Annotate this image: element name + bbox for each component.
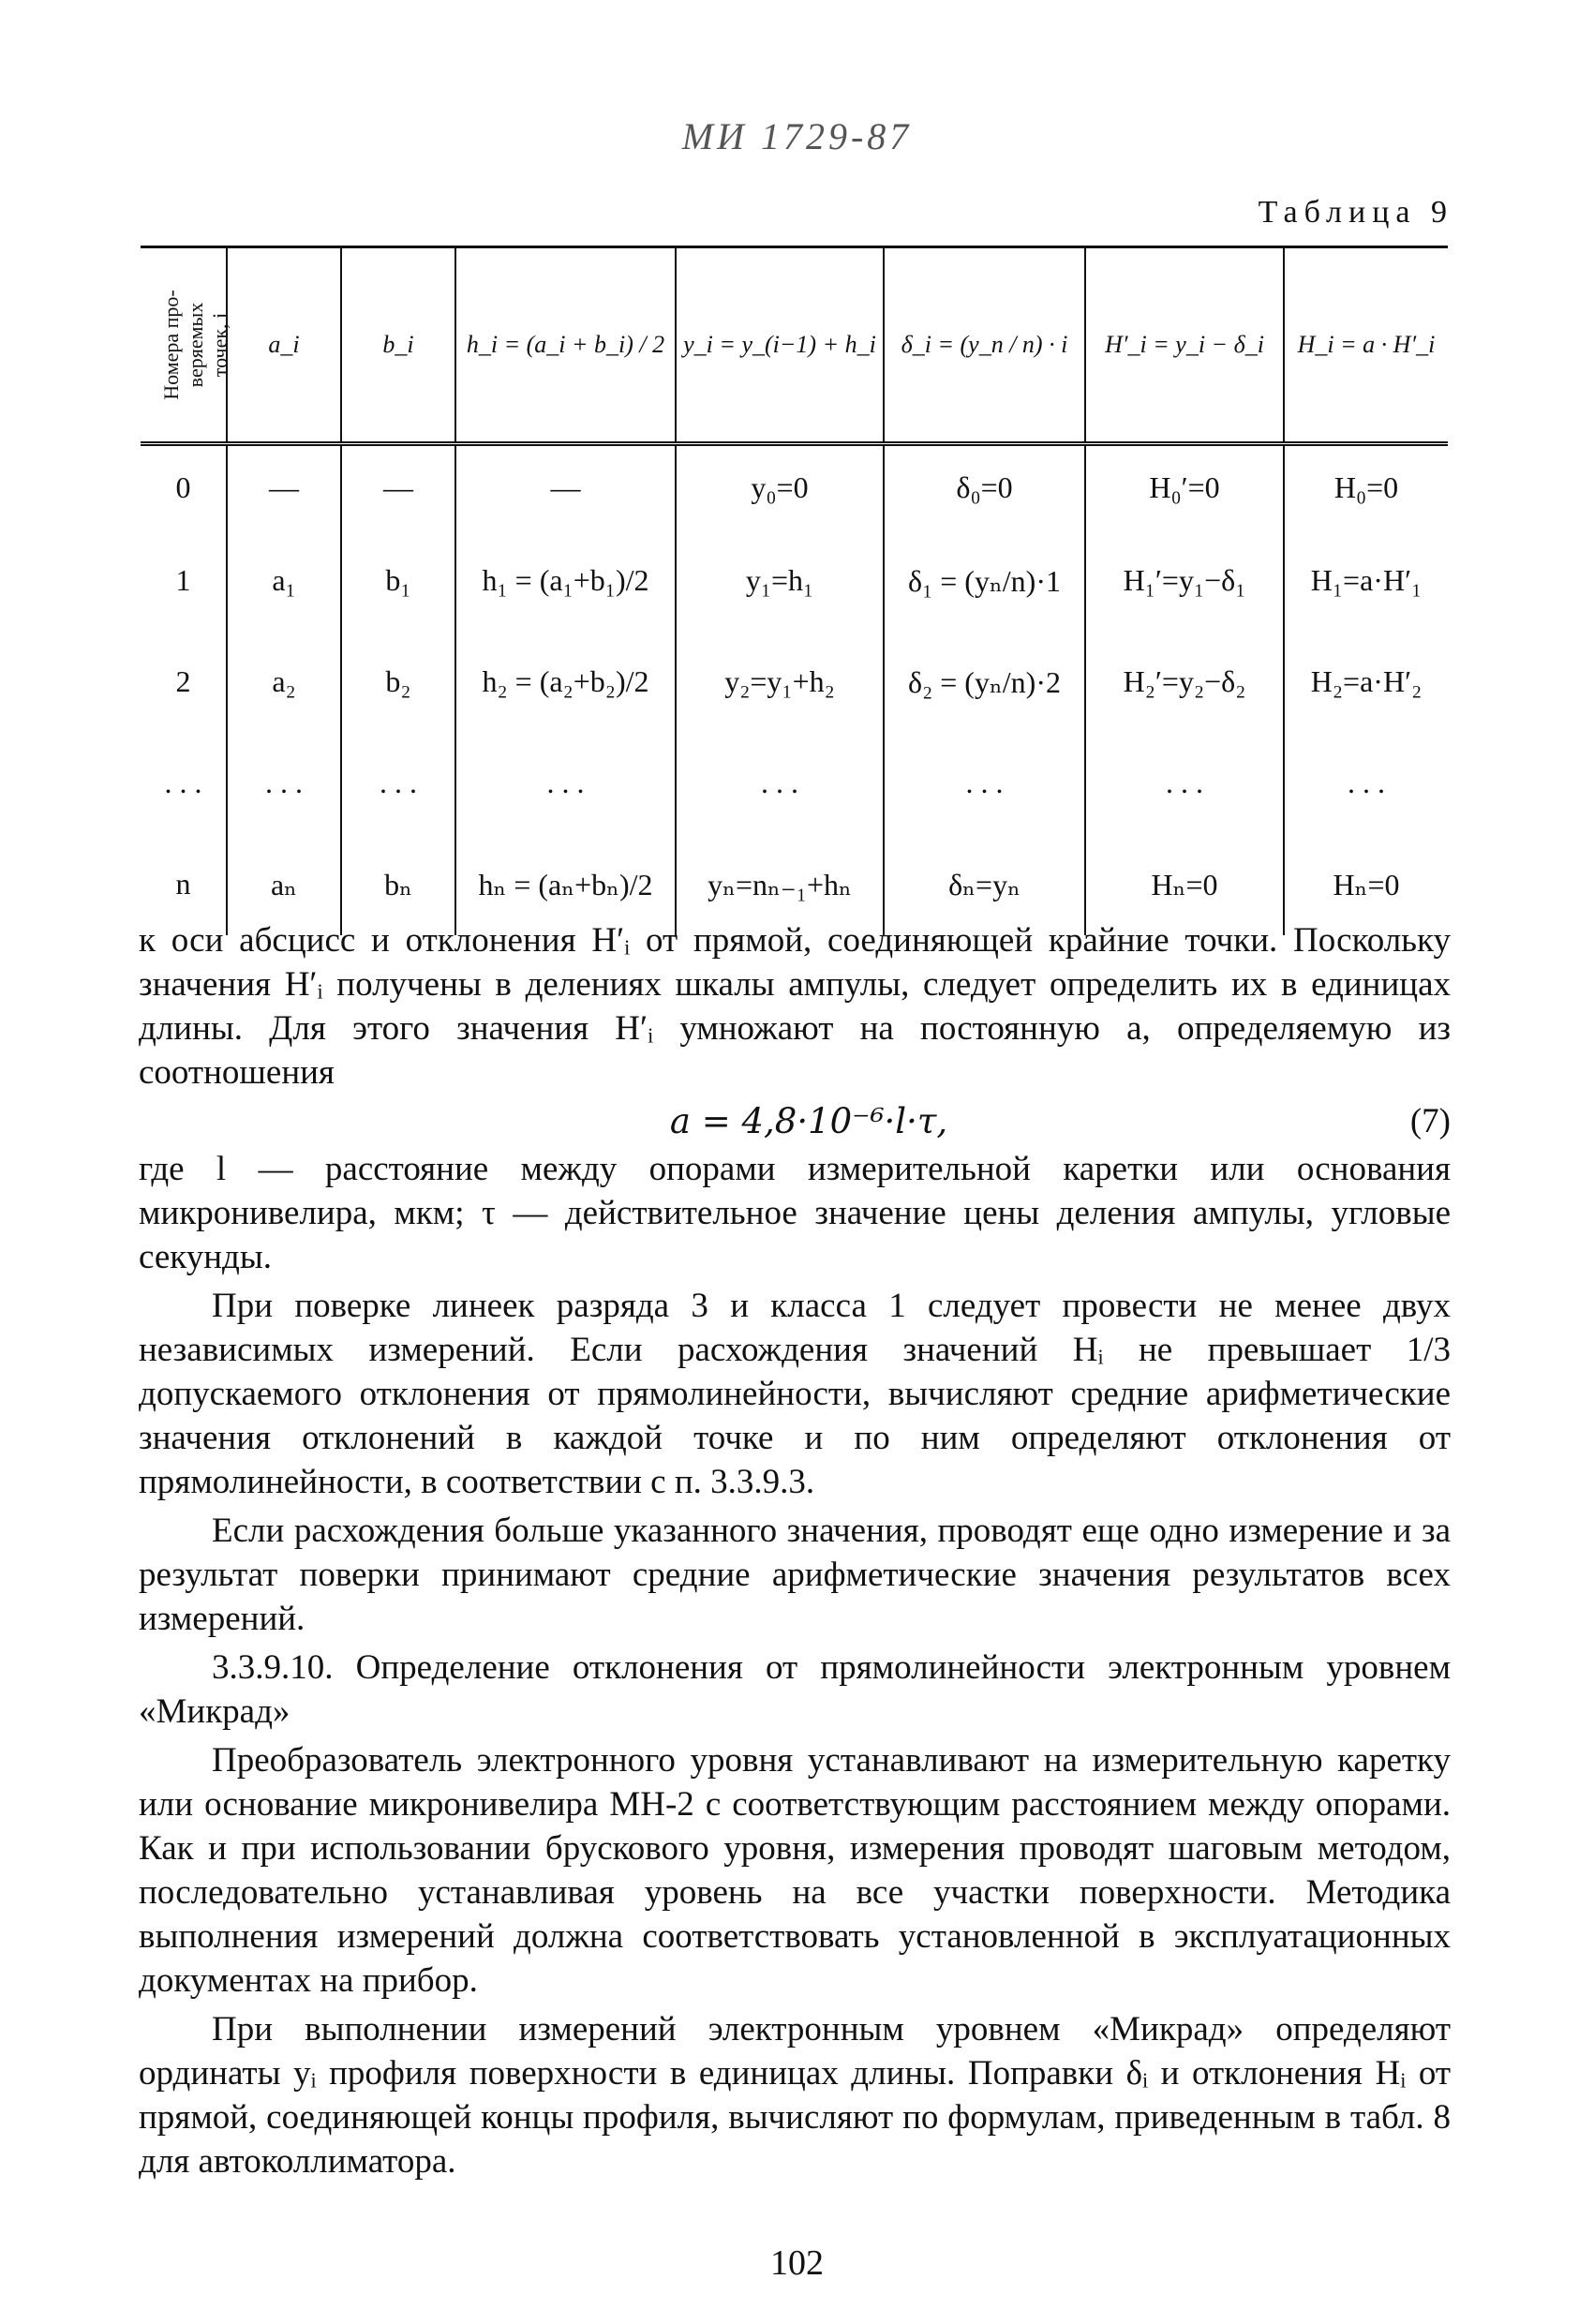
- table-cell: a₂: [227, 632, 341, 733]
- document-code: МИ 1729-87: [681, 115, 913, 157]
- table-9: [141, 246, 1448, 935]
- column-header-line: веряемых: [183, 302, 207, 387]
- table-cell: bₙ: [341, 834, 455, 935]
- paragraph: При поверке линеек разряда 3 и класса 1 следует провести не менее двух независимых измерений. Если расхождения значений Hᵢ не превышает 1/3 допускаемого отклонения от прямолинейности, вычисляют средние арифметические значения отклонений в каждой точке и по ним определяют отклонения от прямолинейности, в соответствии с п. 3.3.9.3.: [139, 1287, 1451, 1501]
- table-cell: h₁ = (a₁+b₁)/2: [455, 530, 676, 632]
- column-header-h: h_i = (a_i + b_i) / 2: [455, 247, 676, 444]
- table-cell: . . .: [164, 766, 202, 799]
- table-cell: . . .: [227, 733, 341, 834]
- table-cell: H₂=a·H′₂: [1284, 632, 1448, 733]
- formula: a = 4,8·10⁻⁶·l·τ,: [669, 1101, 948, 1141]
- table-cell: δ₀=0: [884, 444, 1085, 530]
- table-cell: H₀=0: [1284, 444, 1448, 530]
- column-header-delta: δ_i = (y_n / n) · i: [884, 247, 1085, 444]
- table-cell: H₂′=y₂−δ₂: [1085, 632, 1284, 733]
- table-cell: H₀′=0: [1085, 444, 1284, 530]
- column-header-a: a_i: [227, 247, 341, 444]
- paragraph: Если расхождения больше указанного значения, проводят еще одно измерение и за результат поверки принимают средние арифметические значения результатов всех измерений.: [139, 1512, 1451, 1638]
- table-row: [141, 530, 1448, 632]
- table-cell: δ₂ = (yₙ/n)·2: [884, 632, 1085, 733]
- table-cell: —: [455, 444, 676, 530]
- table-cell: a₁: [227, 530, 341, 632]
- table-cell: y₁=h₁: [676, 530, 884, 632]
- table-cell: . . .: [884, 733, 1085, 834]
- table-cell: . . .: [341, 733, 455, 834]
- table-cell: H₁′=y₁−δ₁: [1085, 530, 1284, 632]
- table-cell: . . .: [1085, 733, 1284, 834]
- table-label: Таблица 9: [1258, 195, 1453, 230]
- table-cell: hₙ = (aₙ+bₙ)/2: [455, 834, 676, 935]
- table-cell: H₁=a·H′₁: [1284, 530, 1448, 632]
- table-cell: yₙ=nₙ₋₁+hₙ: [676, 834, 884, 935]
- table-cell: Hₙ=0: [1085, 834, 1284, 935]
- table-cell: h₂ = (a₂+b₂)/2: [455, 632, 676, 733]
- table-cell: δₙ=yₙ: [884, 834, 1085, 935]
- paragraph: Преобразователь электронного уровня устанавливают на измерительную каретку или основание микронивелира МН-2 с соответствующим расстоянием между опорами. Как и при использовании брускового уровня, измерения проводят шаговым методом, последовательно устанавливая уровень на все участки поверхности. Методика выполнения измерений должна соответствовать установленной в эксплуатационных документах на прибор.: [139, 1741, 1451, 2000]
- table-cell: b₁: [341, 530, 455, 632]
- table-cell: 2: [175, 664, 191, 698]
- table-cell: . . .: [1284, 733, 1448, 834]
- table-header-row: [141, 247, 1448, 444]
- table-cell: b₂: [341, 632, 455, 733]
- table-cell: y₂=y₁+h₂: [676, 632, 884, 733]
- table-cell: y₀=0: [676, 444, 884, 530]
- table-cell: —: [341, 444, 455, 530]
- table-cell: δ₁ = (yₙ/n)·1: [884, 530, 1085, 632]
- column-header-h-final: H_i = a · H′_i: [1284, 247, 1448, 444]
- column-header-y: y_i = y_(i−1) + h_i: [676, 247, 884, 444]
- table-row: [141, 444, 1448, 530]
- formula-7: [139, 1099, 1451, 1143]
- table-cell: Hₙ=0: [1284, 834, 1448, 935]
- table-cell: 1: [175, 563, 191, 597]
- table-cell: . . .: [676, 733, 884, 834]
- section-heading: 3.3.9.10. Определение отклонения от прямолинейности электронным уровнем «Микрад»: [139, 1648, 1451, 1731]
- column-header-point-number: [141, 247, 231, 444]
- column-header-line: Номера про-: [158, 289, 183, 400]
- paragraph: к оси абсцисс и отклонения H′ᵢ от прямой, соединяющей крайние точки. Поскольку значения H′ᵢ получены в делениях шкалы ампулы, следует определить их в единицах длины. Для этого значения H′ᵢ умножают на постоянную a, определяемую из соотношения: [139, 921, 1451, 1092]
- table-cell: n: [175, 867, 191, 901]
- table-row: [141, 733, 1448, 834]
- page-number: 102: [770, 2243, 824, 2283]
- table-cell: 0: [175, 470, 191, 505]
- column-header-h-prime: H′_i = y_i − δ_i: [1085, 247, 1284, 444]
- column-header-b: b_i: [341, 247, 455, 444]
- table-row: [141, 632, 1448, 733]
- paragraph: При выполнении измерений электронным уровнем «Микрад» определяют ординаты yᵢ профиля поверхности в единицах длины. Поправки δᵢ и отклонения Hᵢ от прямой, соединяющей концы профиля, вычисляют по формулам, приведенным в табл. 8 для автоколлиматора.: [139, 2010, 1451, 2181]
- paragraph: где l — расстояние между опорами измерительной каретки или основания микронивелира, мкм; τ — действительное значение цены деления ампулы, угловые секунды.: [139, 1150, 1451, 1276]
- body-text: [139, 918, 1451, 2188]
- table-cell: aₙ: [227, 834, 341, 935]
- formula-number: (7): [1409, 1102, 1451, 1140]
- table-cell: . . .: [455, 733, 676, 834]
- table-cell: —: [227, 444, 341, 530]
- column-header-line: точек, i: [207, 312, 231, 377]
